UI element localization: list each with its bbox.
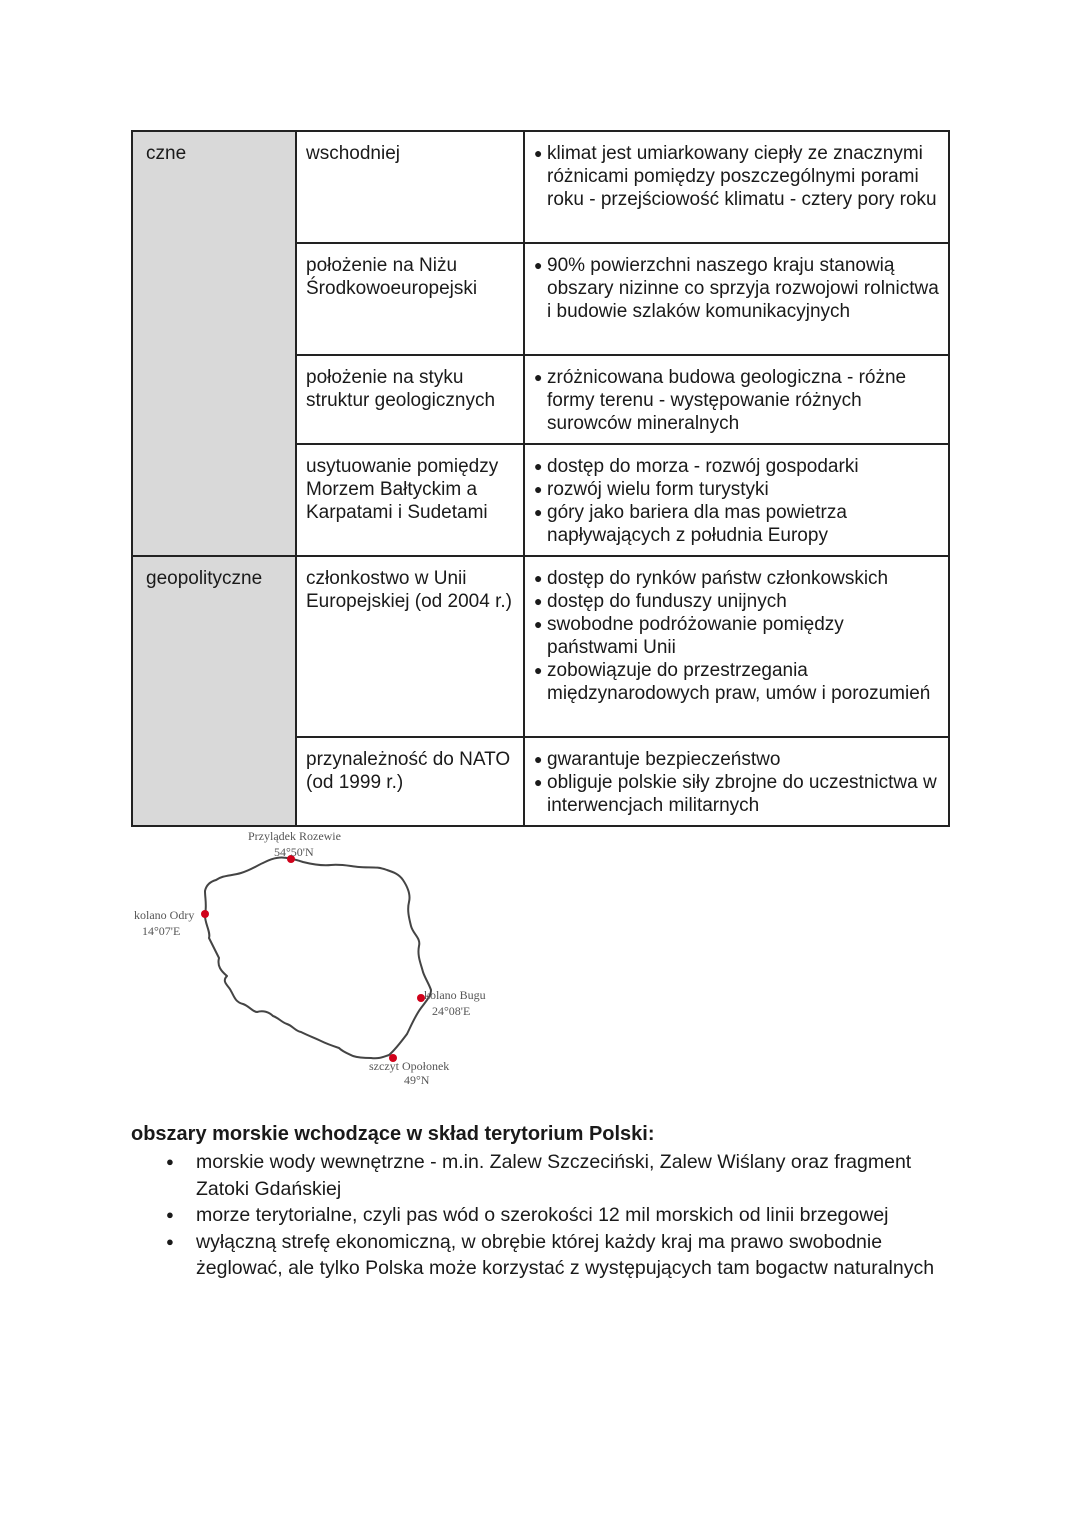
effect-item: ● swobodne podróżowanie pomiędzy państwami Unii xyxy=(534,613,939,659)
poland-border xyxy=(205,858,431,1059)
location-effects-table xyxy=(131,130,950,827)
effect-item: ● dostęp do funduszy unijnych xyxy=(534,590,939,613)
feature-cell: przynależność do NATO (od 1999 r.) xyxy=(296,737,524,826)
effect-item: ● góry jako bariera dla mas powietrza napływających z południa Europy xyxy=(534,501,939,547)
effect-item: ● dostęp do morza - rozwój gospodarki xyxy=(534,455,939,478)
effect-item: ● 90% powierzchni naszego kraju stanowią obszary nizinne co sprzyja rozwojowi rolnictwa i budowie szlaków komunikacyjnych xyxy=(534,254,939,323)
table-row xyxy=(132,131,949,243)
table-row xyxy=(132,556,949,737)
list-item: ● morze terytorialne, czyli pas wód o szerokości 12 mil morskich od linii brzegowej xyxy=(150,1202,950,1229)
south-point-coord: 49°N xyxy=(404,1073,430,1087)
east-point-name: kolano Bugu xyxy=(424,988,486,1002)
effect-item: ● dostęp do rynków państw członkowskich xyxy=(534,567,939,590)
north-point-name: Przylądek Rozewie xyxy=(248,829,341,843)
effects-list xyxy=(534,748,939,817)
list-item: ● morskie wody wewnętrzne - m.in. Zalew Szczeciński, Zalew Wiślany oraz fragment Zatoki Gdańskiej xyxy=(150,1149,950,1202)
effects-list xyxy=(534,567,939,705)
poland-extreme-points-map xyxy=(131,826,511,1096)
marine-areas-list xyxy=(150,1149,950,1282)
west-point-coord: 14°07'E xyxy=(142,924,181,938)
effects-cell xyxy=(524,131,949,243)
feature-cell: wschodniej xyxy=(296,131,524,243)
effect-item: ● rozwój wielu form turystyki xyxy=(534,478,939,501)
west-point-name: kolano Odry xyxy=(134,908,195,922)
south-point-name: szczyt Opołonek xyxy=(369,1059,450,1073)
effect-item: ● zobowiązuje do przestrzegania międzynarodowych praw, umów i porozumień xyxy=(534,659,939,705)
effect-item: ● klimat jest umiarkowany ciepły ze znacznymi różnicami pomiędzy poszczególnymi porami roku - przejściowość klimatu - cztery pory roku xyxy=(534,142,939,211)
effects-list xyxy=(534,455,939,547)
effects-cell xyxy=(524,243,949,355)
north-point-coord: 54°50'N xyxy=(274,845,314,859)
effect-item: ● gwarantuje bezpieczeństwo xyxy=(534,748,939,771)
category-cell: czne xyxy=(132,131,296,556)
feature-cell: położenie na styku struktur geologicznych xyxy=(296,355,524,444)
list-item: ● wyłączną strefę ekonomiczną, w obrębie której każdy kraj ma prawo swobodnie żeglować, ale tylko Polska może korzystać z występujących tam bogactw naturalnych xyxy=(150,1229,950,1282)
effect-item: ● zróżnicowana budowa geologiczna - różne formy terenu - występowanie różnych surowców mineralnych xyxy=(534,366,939,435)
feature-cell: położenie na Niżu Środkowoeuropejski xyxy=(296,243,524,355)
feature-cell: członkostwo w Unii Europejskiej (od 2004 r.) xyxy=(296,556,524,737)
west-point-marker xyxy=(201,910,209,918)
effect-item: ● obliguje polskie siły zbrojne do uczestnictwa w interwencjach militarnych xyxy=(534,771,939,817)
effects-list xyxy=(534,254,939,323)
effects-cell xyxy=(524,444,949,556)
marine-areas-heading: obszary morskie wchodzące w skład terytorium Polski: xyxy=(131,1123,655,1145)
effects-cell xyxy=(524,355,949,444)
category-cell: geopolityczne xyxy=(132,556,296,826)
effects-cell xyxy=(524,737,949,826)
effects-list xyxy=(534,142,939,211)
effects-cell xyxy=(524,556,949,737)
east-point-coord: 24°08'E xyxy=(432,1004,471,1018)
feature-cell: usytuowanie pomiędzy Morzem Bałtyckim a Karpatami i Sudetami xyxy=(296,444,524,556)
effects-list xyxy=(534,366,939,435)
